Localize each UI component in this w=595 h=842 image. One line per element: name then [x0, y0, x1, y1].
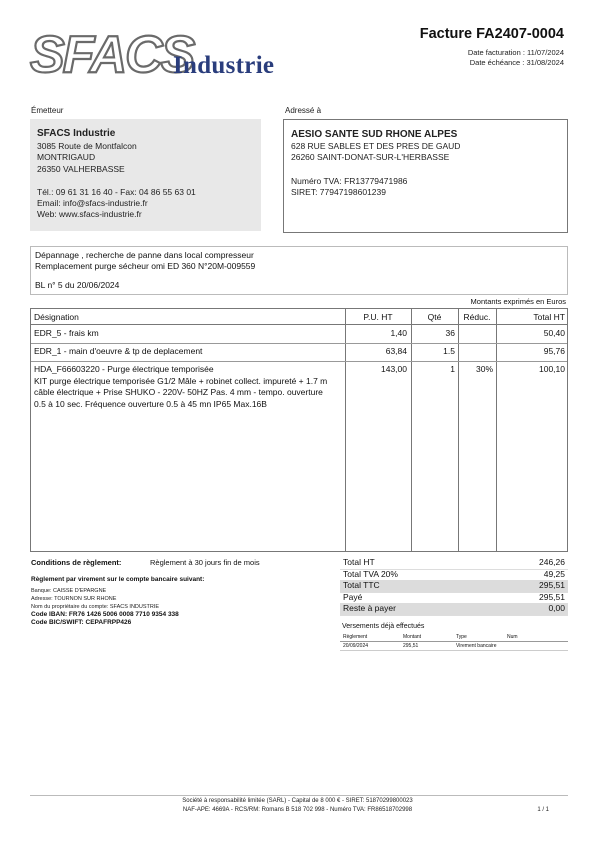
recipient-box [283, 119, 568, 233]
description-line2: Remplacement purge sécheur omi ED 360 N°20M-009559 [35, 260, 256, 271]
row-designation-desc2: câble électrique + Prise SHUKO - 220V- 50HZ Pas. 4 mm - tempo. ouverture [34, 387, 323, 397]
row-unit-price: 143,00 [381, 364, 407, 374]
total-tva-value: 49,25 [543, 568, 565, 579]
page-number: 1 / 1 [537, 807, 549, 813]
emitter-name: SFACS Industrie [37, 128, 116, 139]
transfer-title: Règlement par virement sur le compte bancaire suivant: [31, 576, 205, 583]
header-designation: Désignation [34, 312, 79, 322]
recipient-address2: 26260 SAINT-DONAT-SUR-L'HERBASSE [291, 152, 450, 163]
emitter-email[interactable]: Email: info@sfacs-industrie.fr [37, 198, 148, 209]
row-quantity: 1 [450, 364, 455, 374]
emitter-address1: 3085 Route de Montfalcon [37, 141, 137, 151]
row-unit-price: 1,40 [390, 328, 407, 338]
footer-divider [30, 795, 568, 796]
company-logo [28, 24, 194, 86]
header-quantity: Qté [427, 312, 442, 322]
total-ttc-value: 295,51 [539, 580, 565, 590]
table-row [31, 361, 567, 551]
row-designation-title: HDA_F66603220 - Purge électrique temporisée [34, 364, 214, 374]
invoice-title: Facture FA2407-0004 [419, 26, 564, 42]
items-table [30, 308, 568, 552]
bank-address: Adresse: TOURNON SUR RHONE [31, 596, 117, 602]
due-date: Date échéance : 31/08/2024 [469, 58, 564, 67]
total-tva-label: Total TVA 20% [343, 568, 398, 579]
emitter-box [30, 119, 261, 231]
remaining-value: 0,00 [548, 603, 565, 613]
header-discount: Réduc. [463, 312, 491, 322]
delivery-note: BL n° 5 du 20/06/2024 [35, 280, 120, 290]
description-box [30, 246, 568, 295]
footer-line1: Société à responsabilité limitée (SARL) - Capital de 8 000 € - SIRET: 51870299800023 [182, 798, 413, 804]
bic: Code BIC/SWIFT: CEPAFRPP426 [31, 619, 132, 626]
row-quantity: 1.5 [443, 346, 455, 356]
description-line1: Dépannage , recherche de panne dans local compresseur [35, 250, 254, 260]
recipient-label: Adressé à [285, 106, 322, 115]
row-total: 50,40 [543, 328, 565, 338]
payments-header-type: Type [456, 634, 467, 640]
recipient-vat: Numéro TVA: FR13779471986 [291, 175, 408, 186]
bank-name: Banque: CAISSE D'EPARGNE [31, 588, 107, 594]
amounts-note: Montants exprimés en Euros [470, 297, 566, 306]
emitter-address3: 26350 VALHERBASSE [37, 163, 125, 174]
recipient-siret: SIRET: 77947198601239 [291, 186, 386, 197]
row-designation: EDR_1 - main d'oeuvre & tp de deplacement [34, 346, 203, 356]
total-ht-value: 246,26 [539, 557, 565, 567]
header-unit-price: P.U. HT [363, 312, 393, 322]
emitter-address2: MONTRIGAUD [37, 152, 96, 163]
payments-header-date: Règlement [343, 634, 368, 640]
table-row [31, 324, 567, 344]
row-total: 100,10 [539, 364, 565, 374]
payment-date: 20/09/2024 [343, 643, 369, 649]
row-discount: 30% [475, 364, 493, 374]
emitter-web[interactable]: Web: www.sfacs-industrie.fr [37, 209, 142, 220]
payment-type: Virement bancaire [456, 643, 497, 649]
row-unit-price: 63,84 [385, 346, 407, 356]
table-row [31, 343, 567, 362]
payments-header-amount: Montant [403, 634, 422, 640]
payment-conditions-label: Conditions de règlement: [31, 558, 122, 567]
header-total: Total HT [533, 312, 565, 322]
logo-industrie-text: Industrie [173, 52, 275, 79]
row-total: 95,76 [543, 346, 565, 356]
payments-header-num: Num [507, 634, 518, 640]
footer-line2: NAF-APE: 4669A - RCS/RM: Romans B 518 702 998 - Numéro TVA: FR86518702998 [182, 807, 413, 813]
row-designation-desc3: 0.5 à 10 sec. Fréquence ouverture 0.5 à 45 mn IP65 Max.16B [34, 398, 267, 409]
total-ht-label: Total HT [343, 557, 375, 567]
payment-conditions-value: Règlement à 30 jours fin de mois [150, 558, 260, 567]
row-designation: EDR_5 - frais km [34, 328, 99, 338]
emitter-phone: Tél.: 09 61 31 16 40 - Fax: 04 86 55 63 01 [37, 186, 196, 197]
total-ttc-label: Total TTC [343, 580, 380, 590]
recipient-address1: 628 RUE SABLES ET DES PRES DE GAUD [291, 141, 461, 151]
emitter-label: Émetteur [31, 106, 64, 115]
paid-label: Payé [343, 591, 363, 602]
iban: Code IBAN: FR76 1426 5006 0008 7710 9354 338 [31, 611, 179, 618]
payments-done-title: Versements déjà effectués [342, 623, 425, 630]
remaining-row [340, 603, 568, 616]
payments-done-table [340, 634, 568, 651]
svg-text:SFACS: SFACS [30, 26, 194, 84]
row-quantity: 36 [445, 328, 455, 338]
remaining-label: Reste à payer [343, 603, 396, 613]
payment-amount: 295,51 [403, 643, 419, 649]
account-owner: Nom du propriétaire du compte: SFACS INDUSTRIE [31, 604, 160, 610]
paid-value: 295,51 [539, 591, 565, 602]
row-designation-desc1: KIT purge électrique temporisée G1/2 Mâle + robinet collect. impureté + 1.7 m [34, 375, 328, 386]
row-designation [34, 364, 342, 410]
recipient-name: AESIO SANTE SUD RHONE ALPES [291, 129, 458, 140]
invoice-date: Date facturation : 11/07/2024 [467, 48, 564, 57]
